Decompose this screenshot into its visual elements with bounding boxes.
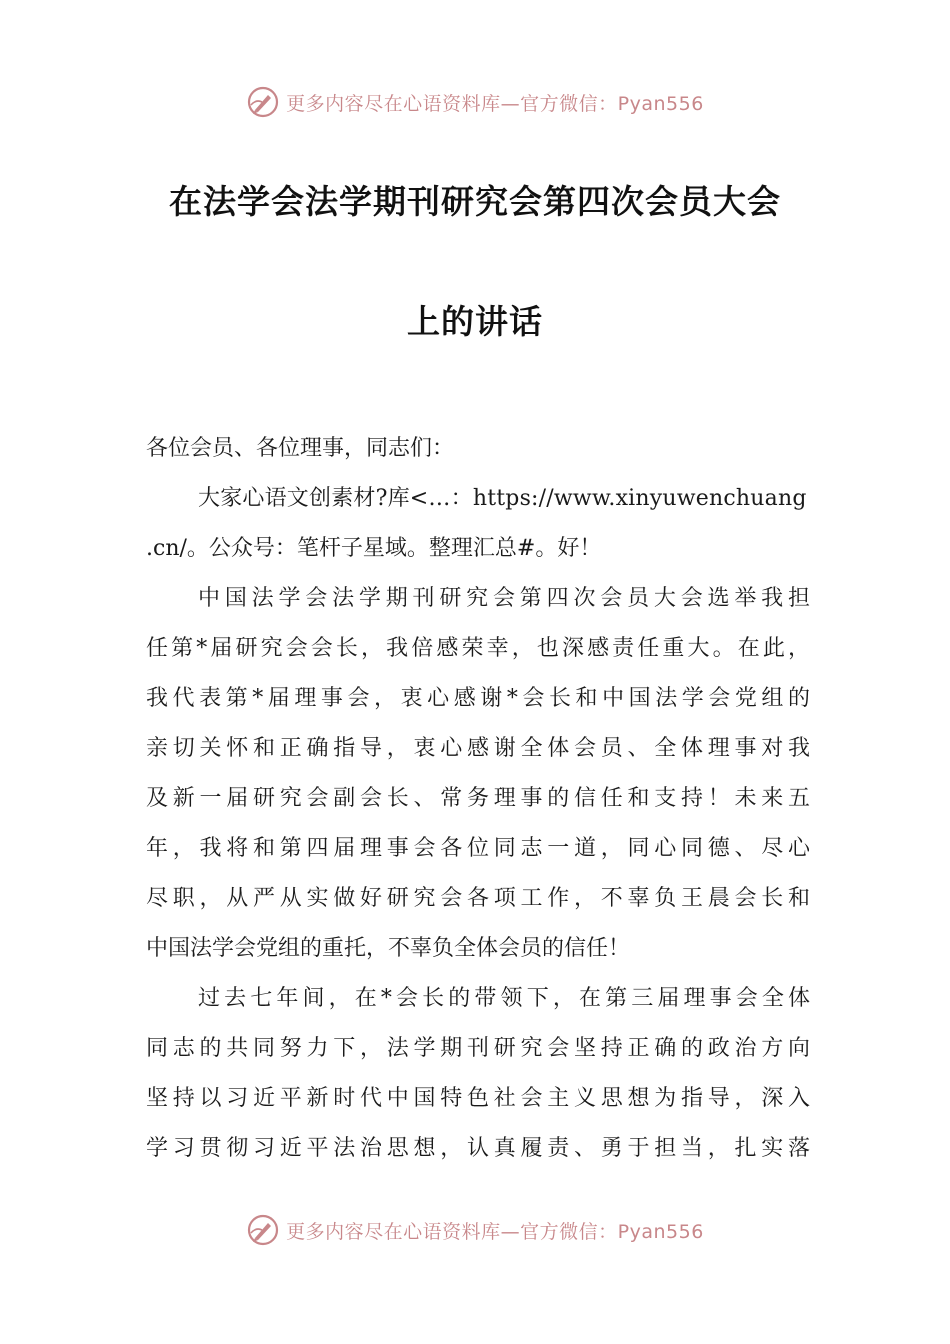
pen-nib-logo-icon bbox=[246, 1213, 280, 1247]
body-line: 尽职，从严从实做好研究会各项工作，不辜负王晨会长和 bbox=[146, 886, 810, 911]
body-line: 及新一届研究会副会长、常务理事的信任和支持！未来五 bbox=[146, 786, 810, 811]
body-line: 我代表第*届理事会，衷心感谢*会长和中国法学会党组的 bbox=[146, 686, 810, 711]
page-title-line-1: 在法学会法学期刊研究会第四次会员大会 bbox=[169, 182, 781, 221]
header-banner bbox=[0, 80, 950, 124]
body-line: 同志的共同努力下，法学期刊研究会坚持正确的政治方向 bbox=[146, 1036, 810, 1061]
body-line: 大家心语文创素材?库<…：https://www.xinyuwenchuang bbox=[198, 486, 807, 511]
body-line: 亲切关怀和正确指导，衷心感谢全体会员、全体理事对我 bbox=[146, 736, 810, 761]
body-line: .cn/。公众号：笔杆子星域。整理汇总#。好！ bbox=[146, 536, 602, 561]
body-line: 过去七年间，在*会长的带领下，在第三届理事会全体 bbox=[198, 986, 810, 1011]
body-line: 中国法学会法学期刊研究会第四次会员大会选举我担 bbox=[198, 586, 810, 611]
banner-text: 更多内容尽在心语资料库—官方微信：Pyan556 bbox=[286, 92, 704, 115]
document-body bbox=[146, 424, 810, 1174]
body-line: 学习贯彻习近平法治思想，认真履责、勇于担当，扎实落 bbox=[146, 1136, 810, 1161]
body-line: 坚持以习近平新时代中国特色社会主义思想为指导，深入 bbox=[146, 1086, 810, 1111]
footer-banner bbox=[0, 1208, 950, 1252]
body-line: 年，我将和第四届理事会各位同志一道，同心同德、尽心 bbox=[146, 836, 810, 861]
page-title-line-2: 上的讲话 bbox=[407, 302, 543, 341]
body-line: 任第*届研究会会长，我倍感荣幸，也深感责任重大。在此， bbox=[146, 636, 810, 661]
body-line: 中国法学会党组的重托，不辜负全体会员的信任！ bbox=[146, 936, 631, 961]
banner-text: 更多内容尽在心语资料库—官方微信：Pyan556 bbox=[286, 1220, 704, 1243]
pen-nib-logo-icon bbox=[246, 85, 280, 119]
salutation-line: 各位会员、各位理事，同志们： bbox=[146, 436, 455, 461]
